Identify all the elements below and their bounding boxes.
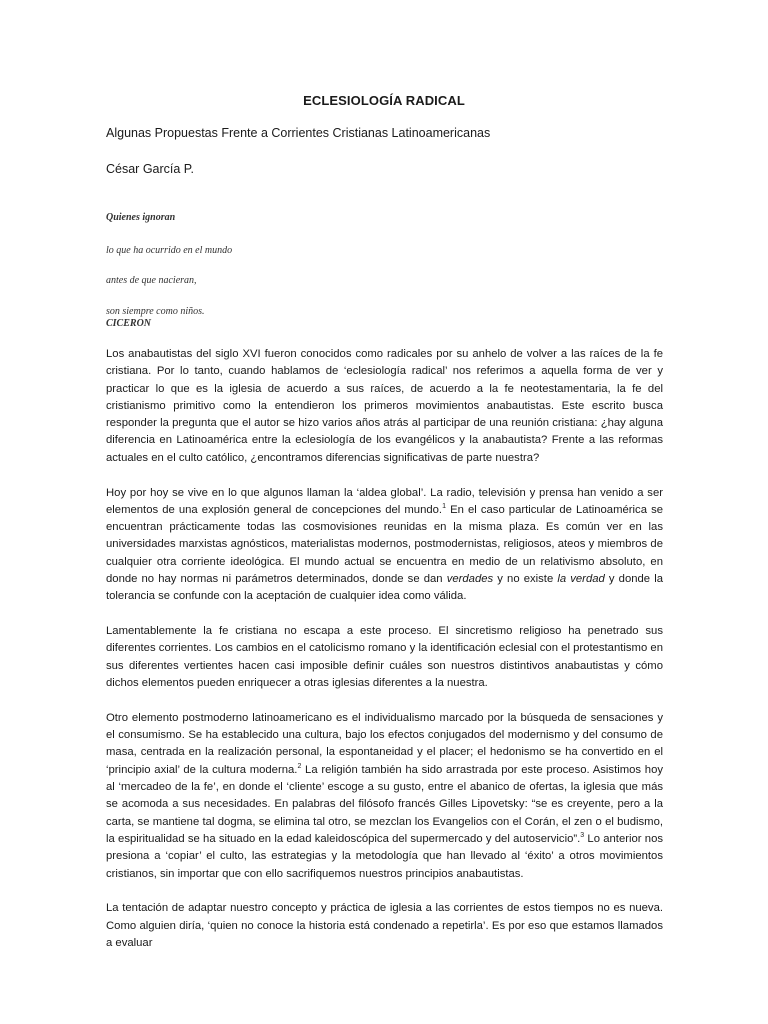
paragraph-text: Otro elemento postmoderno latinoamericano es el individualismo marcado por la búsqueda de sensaciones y el consumismo. Se ha establecido una cultura, bajo los efectos conjugados del modernismo y del consumo de masa, centrada en la realización personal, la espontaneidad y el placer; el hedonismo se ha convertido en el ‘principio axial’ de la cultura moderna.: [106, 711, 663, 776]
paragraph-text: La religión también ha sido arrastrada por este proceso. Asistimos hoy al ‘mercadeo de la fe’, en donde el ‘cliente’ escoge a su gusto, entre el abanico de ofertas, la iglesia que más se acomoda a sus necesidades. En palabras del filósofo francés Gilles Lipovetsky: “se es creyente, pero a la carta, se mantiene tal dogma, se elimina tal otro, se mezclan los Evangelios con el Corán, el zen o el budismo, la espiritualidad se ha situado en la edad kaleidoscópica del supermercado y del autoservicio”.: [106, 763, 663, 845]
paragraph: Los anabautistas del siglo XVI fueron conocidos como radicales por su anhelo de volver a las raíces de la fe cristiana. Por lo tanto, cuando hablamos de ‘eclesiología radical’ nos referimos a aquella forma de ver y practicar lo que es la iglesia de acuerdo a sus raíces, de acuerdo a la fe neotestamentaria, la fe del cristianismo primitivo como la entendieron los primeros movimientos anabautistas. Este escrito busca responder la pregunta que el autor se hizo varios años atrás al participar de una reunión cristiana: ¿hay alguna diferencia en Latinoamérica entre la eclesiología de los evangélicos y la anabautista? Frente a las reformas actuales en el culto católico, ¿encontramos diferencias significativas de parte nuestra?: [106, 348, 663, 464]
footnote-ref[interactable]: 1: [442, 503, 446, 511]
paragraph-text: En el caso particular de Latinoamérica se encuentran prácticamente todas las cosmovisiones reunidas en la misma plaza. Es común ver en las universidades marxistas agnósticos, materialistas modernos, postmodernistas, religiosos, ateos y miembros de cualquier otra corriente ideológica. El mundo actual se encuentra en medio de un relativismo absoluto, en donde no hay normas ni parámetros determinados, donde se dan: [106, 503, 663, 586]
document-body: [106, 346, 663, 970]
paragraph: Lamentablemente la fe cristiana no escapa a este proceso. El sincretismo religioso ha penetrado sus diferentes corrientes. Los cambios en el catolicismo romano y la identificación eclesial con el protestantismo en sus diferentes vertientes hacen casi imposible definir cuáles son nuestros distintivos anabautistas y cómo dichos elementos pueden enriquecer a otras iglesias diferentes a la nuestra.: [106, 625, 663, 690]
document-title: ECLESIOLOGÍA RADICAL: [303, 93, 465, 108]
epigraph-line: Quienes ignoran: [106, 212, 176, 223]
emphasis-text: la verdad: [557, 573, 605, 586]
epigraph-line: antes de que nacieran,: [106, 275, 197, 286]
emphasis-text: verdades: [446, 573, 494, 586]
paragraph: [106, 485, 663, 606]
paragraph: [106, 710, 663, 883]
document-subtitle: Algunas Propuestas Frente a Corrientes Cristianas Latinoamericanas: [106, 126, 491, 140]
epigraph-attribution: CICERON: [106, 318, 152, 329]
paragraph-text: y no existe: [493, 573, 558, 586]
paragraph: La tentación de adaptar nuestro concepto y práctica de iglesia a las corrientes de estos tiempos no es nueva. Como alguien diría, ‘quien no conoce la historia está condenado a repetirla’. Es por eso que estamos llamados a evaluar: [106, 902, 663, 949]
footnote-ref[interactable]: 3: [580, 832, 585, 840]
footnote-ref[interactable]: 2: [297, 762, 302, 770]
paragraph-text: Lo anterior nos presiona a ‘copiar’ el culto, las estrategias y la metodología que han llevado al ‘éxito’ a otros movimientos cristianos, sin importar que con ello sacrifiquemos nuestros principios anabautistas.: [106, 832, 664, 880]
paragraph-text: y donde la tolerancia se confunde con la aceptación de cualquier idea como válida.: [106, 573, 663, 603]
document-author: César García P.: [106, 162, 195, 176]
paragraph-text: Hoy por hoy se vive en lo que algunos llaman la ‘aldea global’. La radio, televisión y prensa han venido a ser elementos de una explosión general de concepciones del mundo.: [106, 486, 663, 516]
epigraph-line: lo que ha ocurrido en el mundo: [106, 245, 233, 256]
epigraph-line: son siempre como niños.: [106, 306, 205, 317]
